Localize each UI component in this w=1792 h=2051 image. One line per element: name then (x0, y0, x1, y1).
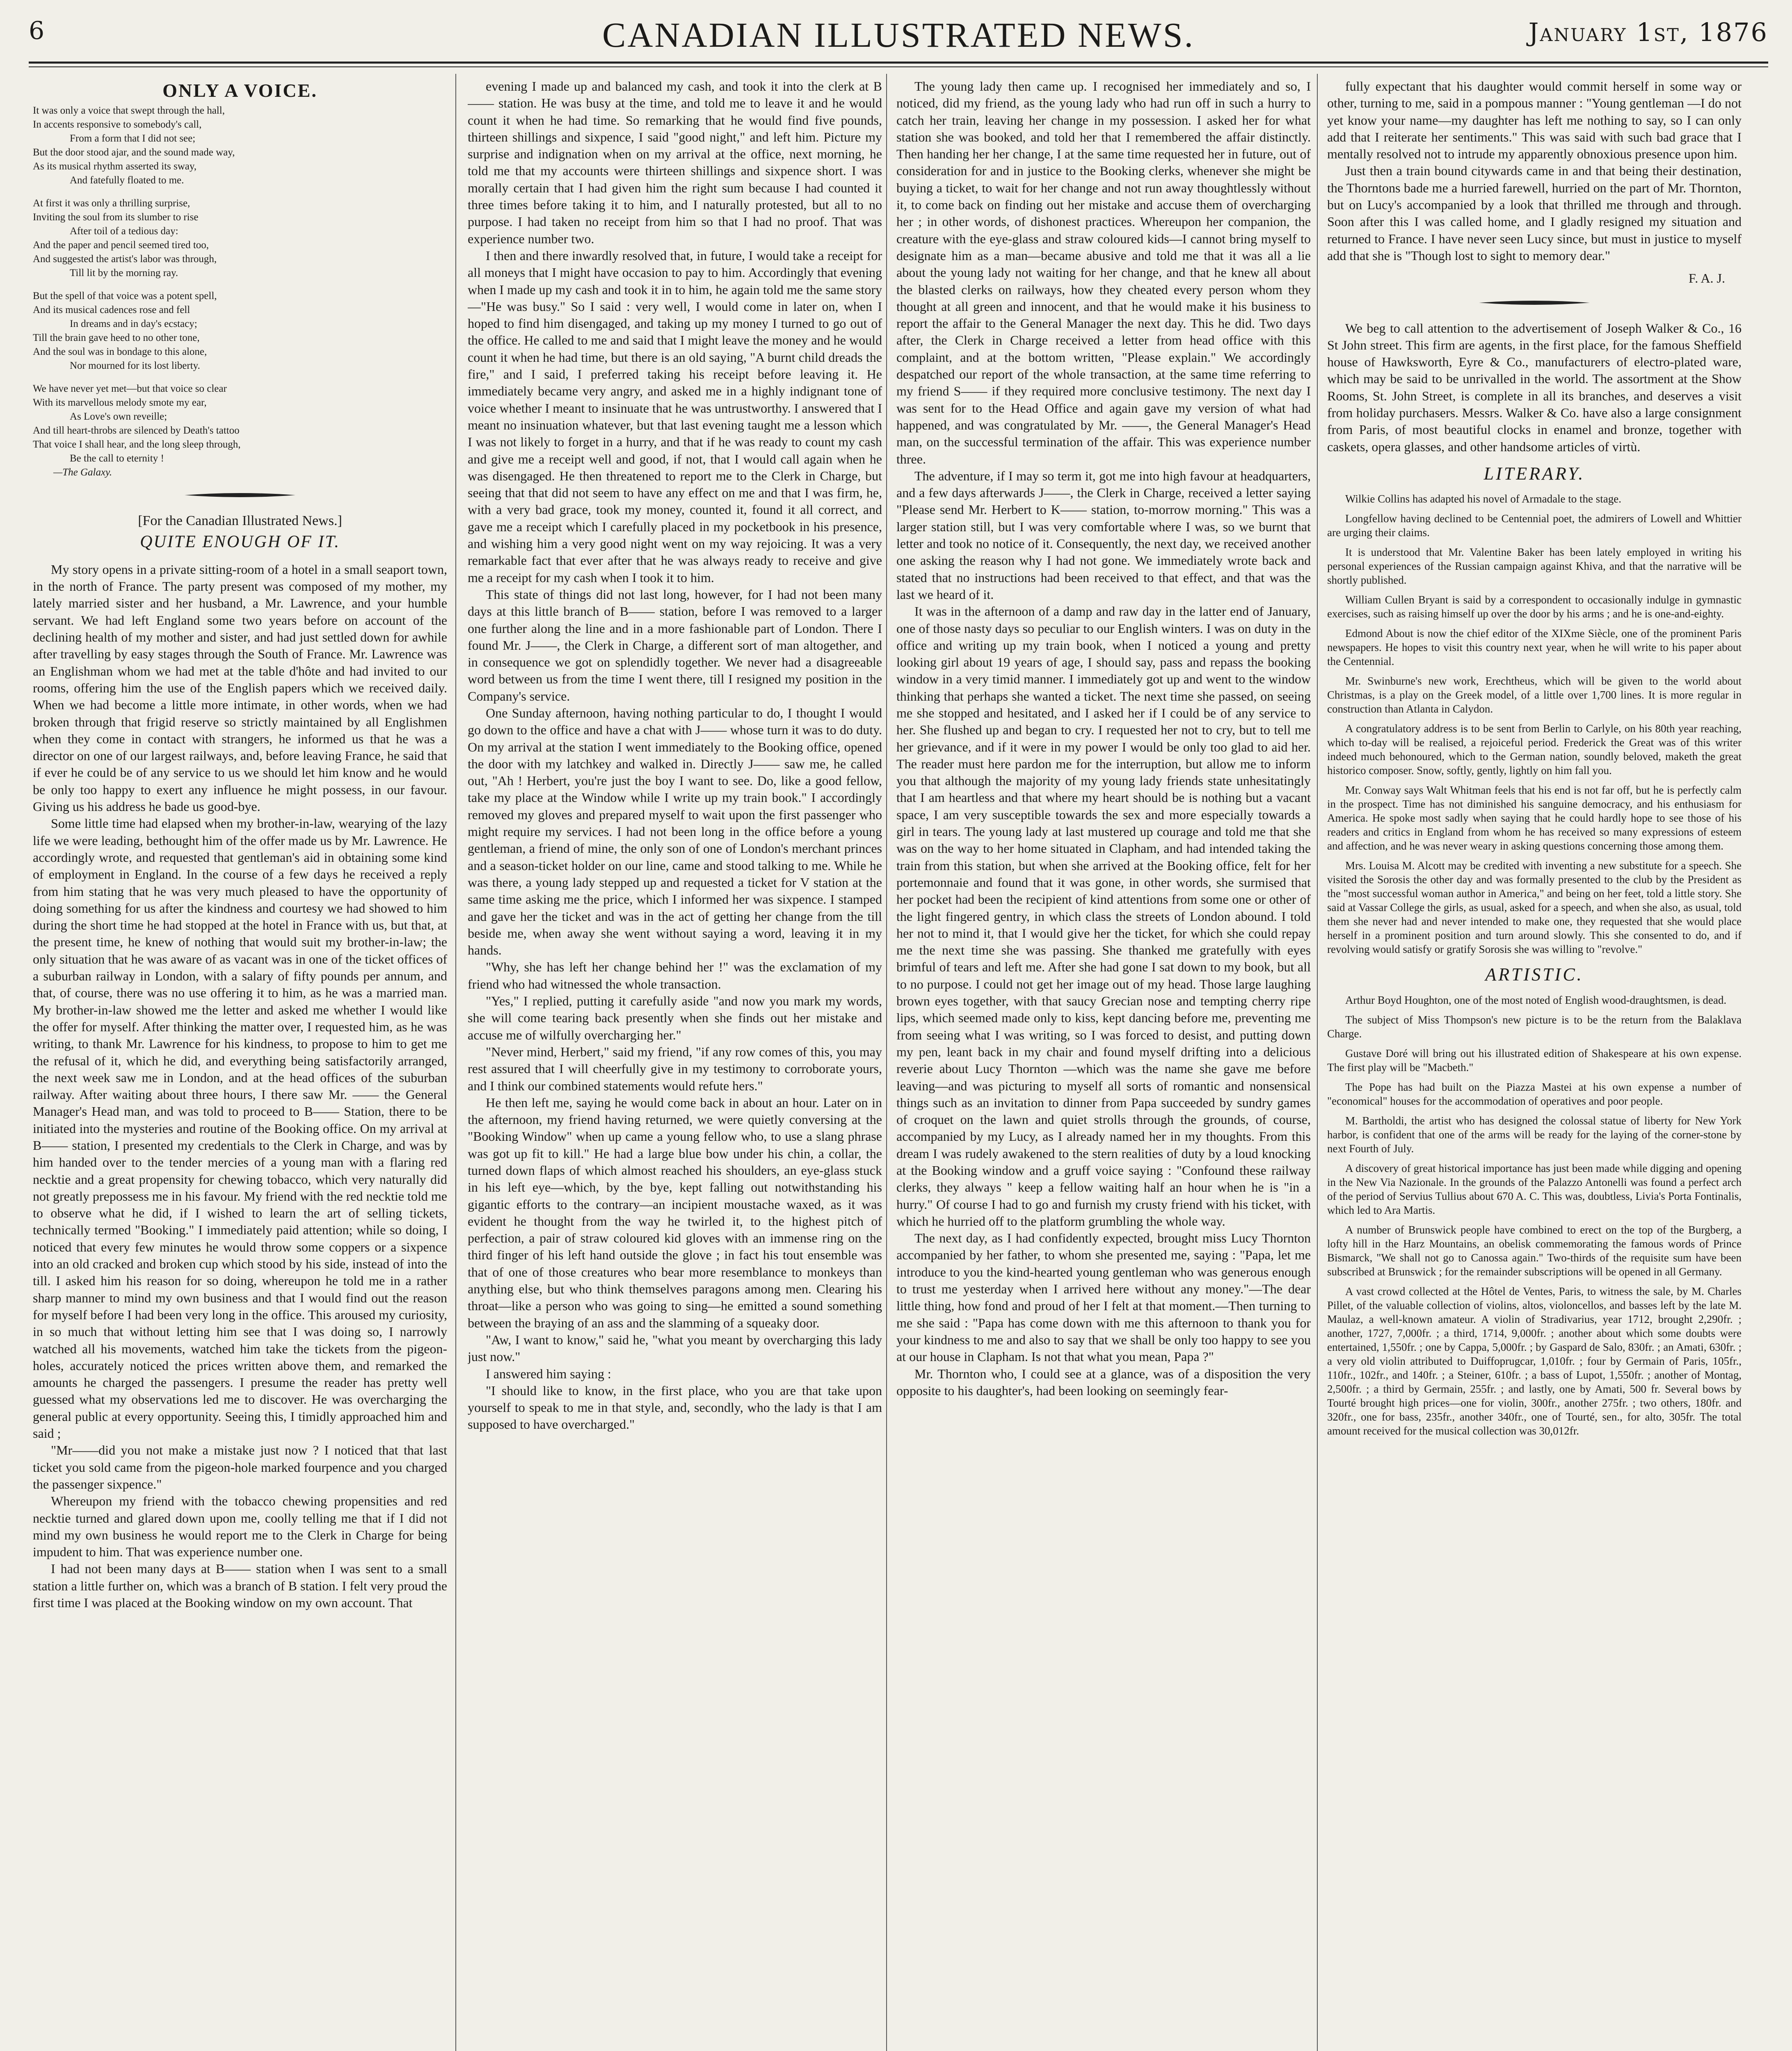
masthead (29, 8, 1768, 70)
literary-note: It is understood that Mr. Valentine Baker has been lately employed in writing his personal experiences of the Russian campaign against Khiva, and that the narrative will be shortly published. (1327, 546, 1742, 587)
poem-line: That voice I shall hear, and the long sleep through, (33, 439, 241, 450)
poem-line: And the paper and pencil seemed tired too, (33, 240, 209, 251)
literary-note: Mr. Conway says Walt Whitman feels that his end is not far off, but he is perfectly calm in the prospect. Time has not diminished his sanguine democracy, and his enthusiasm for America. He spoke most sadly when saying that he could hardly hope to see those of his readers and critics in England from whom he has received so many expressions of esteem and affection, and he was never weary in asking questions concerning those among them. (1327, 784, 1742, 852)
poem-line: And till heart-throbs are silenced by Death's tattoo (33, 425, 240, 436)
artistic-note: A number of Brunswick people have combined to erect on the top of the Burgberg, a lofty hill in the Harz Mountains, an obelisk commemorating the famous words of Prince Bismarck, "We shall not go to Canossa again." Two-thirds of the requisite sum have been subscribed at Brunswick ; for the remainder subscriptions will be opened in all Germany. (1327, 1223, 1742, 1278)
poem-stanza (33, 196, 447, 280)
story-paragraph: The young lady then came up. I recognised her immediately and so, I noticed, did my friend, as the young lady who had run off in such a hurry to catch her train, leaving her change in my possession. I asked her for what station she was booked, and told her that I remembered the affair distinctly. Then handing her her change, I at the same time requested her in future, out of consideration for and in justice to the Booking clerks, whenever she might be buying a ticket, to wait for her change and not run away thoughtlessly without it, to come back on finding out her mistake and accuse them of overcharging her ; in other words, of dishonest practices. Whereupon her companion, the creature with the eye-glass and straw coloured kids—I cannot bring myself to designate him as a man—became abusive and told me that it was all a lie about the young lady not waiting for her change, and that he knew all about the blasted clerks on railways, how they cheated every person whom they thought at all green and innocent, and that he would make it his business to report the affair to the General Manager the next day. This he did. Two days after, the Clerk in Charge received a letter from head office with this complaint, and at the bottom written, "Please explain." We accordingly despatched our report of the whole transaction, at the same time referring to my friend S—— if they required more conclusive testimony. The next day I was sent for to the Head Office and again gave my version of what had happened, and was congratulated by Mr. ——, the General Manager's Head man, on the successful termination of the affair. This was experience number three. (896, 79, 1311, 466)
artistic-note: A vast crowd collected at the Hôtel de Ventes, Paris, to witness the sale, by M. Charles Pillet, of the valuable collection of violins, altos, violoncellos, and basses left by the late M. Maulaz, a well-known amateur. A violin of Stradivarius, year 1712, brought 2,290fr. ; another, 1727, 7,000fr. ; a third, 1714, 9,000fr. ; another about which some doubts were entertained, 1,550fr. ; one by Cappa, 5,000fr. ; by Gaspard de Salo, 830fr. ; an Amati, 630fr. ; a very old violin attributed to Duiffoprugcar, 1,010fr. ; four by Germain of Paris, 105fr., 110fr., 102fr., and 140fr. ; a Steiner, 610fr. ; a bass of Lupot, 1,550fr. ; another of Montag, 2,500fr. ; a third by Germain, 255fr. ; and lastly, one by Amati, 500 fr. Several bows by Tourté brought high prices—one for violin, 300fr., another 275fr. ; two others, 180fr. and 320fr., one for bass, 235fr., another 340fr., one of Tourté, sen., for alto, 305fr. The total amount received for the musical collection was 30,012fr. (1327, 1285, 1742, 1437)
poem-body (33, 104, 447, 480)
story-paragraph: "Why, she has left her change behind her !" was the exclamation of my friend who had witnessed the whole transaction. (468, 959, 882, 991)
poem-line: And its musical cadences rose and fell (33, 304, 190, 316)
poem-stanza (33, 104, 447, 187)
artistic-note: The subject of Miss Thompson's new picture is to be the return from the Balaklava Charge. (1327, 1013, 1742, 1040)
section-title-artistic: ARTISTIC. (1485, 964, 1584, 985)
poem-line: Inviting the soul from its slumber to rise (33, 212, 199, 223)
story-paragraph: It was in the afternoon of a damp and raw day in the latter end of January, one of those nasty days so peculiar to our English winters. I was on duty in the office and writing up my train book, when I noticed a young and pretty looking girl about 19 years of age, I should say, pass and repass the booking window in a very timid manner. I immediately got up and went to the window thinking that perhaps she wanted a ticket. The next time she passed, on seeing me she stopped and hesitated, and I asked her if I could be of any service to her. She flushed up and began to cry. I requested her not to cry, but to tell me her grievance, and if it were in my power I would be only too glad to aid her. The reader must here pardon me for the interruption, but allow me to inform you that although the majority of my young lady friends state unhesitatingly that I am heartless and that where my heart should be is nothing but a vacant space, I am very susceptible towards the sex and more especially towards a girl in tears. The young lady at last mustered up courage and told me that she was on the way to her home situated in Clapham, and had intended taking the train from this station, but when she arrived at the Booking office, felt for her portemonnaie and found that it was gone, in other words, she surmised that her pocket had been the recipient of kind attentions from some one or other of the light fingered gentry, in which class the streets of London abound. I told her not to mind it, that I would give her the ticket, for which she could repay me the next time she was passing. She thanked me gratefully with eyes brimful of tears and left me. After she had gone I sat down to my book, but all to no purpose. I could not get her image out of my head. Those large laughing brown eyes together, with that saucy Grecian nose and tempting cherry ripe lips, which seemed made only to kiss, kept dancing before me, preventing me from seeing what I was writing, so I was forced to desist, and putting down my pen, leant back in my chair and found myself drifting into a delicious reverie about Lucy Thornton —which was the name she gave me before leaving—and was picturing to myself all sorts of romantic and nonsensical things such as an invitation to dinner from Papa succeeded by sundry games of croquet on the lawn and quiet strolls through the grounds, of course, accompanied by my Lucy, as I already named her in my thoughts. From this dream I was rudely awakened to the stern realities of duty by a loud knocking at the Booking window and a gruff voice saying : "Confound these railway clerks, they always " keep a fellow waiting half an hour when he is "in a hurry." Of course I had to go and furnish my crusty friend with his ticket, with which he hurried off to the platform grumbling the whole way. (896, 604, 1311, 1229)
poem-line: And the soul was in bondage to this alone, (33, 346, 207, 358)
story-paragraph: The adventure, if I may so term it, got me into high favour at headquarters, and a few days afterwards J——, the Clerk in Charge, received a letter saying "Please send Mr. Herbert to K—— station, to-morrow morning." This was a larger station still, but I was very comfortable where I was, so we burnt that letter and took no notice of it. Consequently, the next day, we received another one asking the reason why I had not gone. We immediately wrote back and stated that no instructions had been received to that effect, and that was the last we heard of it. (896, 468, 1311, 602)
story-paragraph: This state of things did not last long, however, for I had not been many days at this little branch of B—— station, before I was removed to a larger one further along the line and in a more fashionable part of London. There I found Mr. J——, the Clerk in Charge, a different sort of man altogether, and in consequence we got on splendidly together. We never had a disagreeable word between us from the time I went there, till I resigned my position in the Company's service. (468, 587, 882, 703)
column-divider (455, 74, 456, 2051)
poem-line: From a form that I did not see; (70, 133, 196, 144)
story-paragraph: Some little time had elapsed when my brother-in-law, wearying of the lazy life we were leading, bethought him of the offer made us by Mr. Lawrence. He accordingly wrote, and requested that gentleman's aid in obtaining some kind of employment in England. In the course of a few days he received a reply from him stating that he was very much pleased to have the opportunity of doing something for us after the kindness and courtesy we had showed to him during the short time he had stopped at the hotel in France with us, but that, at the present time, he knew of nothing that would suit my brother-in-law; the only situation that he was aware of as vacant was in one of the ticket offices of a suburban railway in London, with a salary of fifty pounds per annum, and that, of course, there was no use offering it to him, as he was a married man. My brother-in-law showed me the letter and asked me whether I would like the offer for myself. After thinking the matter over, I requested him, as he was writing, to thank Mr. Lawrence for his kindness, to propose to him to get me the refusal of it, which he did, and everything being satisfactorily arranged, the next week saw me in London, and at the head offices of the suburban railway. After waiting about three hours, I there saw Mr. —— the General Manager's Head man, and was told to proceed to B—— Station, there to be initiated into the mysteries and routine of the Booking office. On my arrival at B—— station, I presented my credentials to the Clerk in Charge, and was by him handed over to the tender mercies of a young man with a flaring red necktie and a great propensity for chewing tobacco, which very naturally did not greatly prepossess me in his favour. My friend with the red necktie told me to observe what he did, if I wished to learn the art of selling tickets, technically termed "Booking." I immediately paid attention; while so doing, I noticed that every few minutes he would throw some coppers or a sixpence into an old cracked and broken cup which stood by his side, instead of into the till. I asked him his reason for so doing, whereupon he told me in a rather sharp manner to mind my own business and that I would find out the reason for myself before I had been very long in the office. This aroused my curiosity, in so much that without letting him see that I was doing so, I narrowly watched all his movements, watched him take the tickets from the pigeon-holes, accurately noticed the prices written above them, and remarked the amounts he charged the passengers. I presume the reader has pretty well guessed what my observations led me to discover. He was overcharging the general public at every opportunity. Seeing this, I timidly approached him and said ; (33, 816, 447, 1441)
story-paragraph: evening I made up and balanced my cash, and took it into the clerk at B—— station. He was busy at the time, and told me to leave it and he would count it when he had time. So remarking that he would find five pounds, thirteen shillings and sixpence, I said "good night," and left him. Picture my surprise and indignation when on my arrival at the office, next morning, he told me that my accounts were thirteen shillings and sixpence short. I was morally certain that I had given him the right sum because I had counted it three times before taking it to him, and I naturally protested, but all to no purpose. I had taken no receipt from him so that I had no proof. That was experience number two. (468, 79, 882, 246)
poem-line: But the spell of that voice was a potent spell, (33, 290, 217, 302)
story-paragraph: "Yes," I replied, putting it carefully aside "and now you mark my words, she will come tearing back presently when she finds out her mistake and accuse me of wilfully overcharging her." (468, 994, 882, 1042)
artistic-note: Arthur Boyd Houghton, one of the most noted of English wood-draughtsmen, is dead. (1345, 994, 1727, 1006)
story-paragraph: He then left me, saying he would come back in about an hour. Later on in the afternoon, my friend having returned, we were quietly conversing at the "Booking Window" when up came a young fellow who, to use a slang phrase was got up fit to kill." He had a large blue bow under his chin, a collar, the turned down flaps of which almost reached his shoulders, an eye-glass stuck in his left eye—which, by the bye, kept falling out notwithstanding his gigantic efforts to the contrary—an incipient moustache waxed, as it was evident he thought from the way he twirled it, to the highest pitch of perfection, a pair of straw coloured kid gloves with an immense ring on the third finger of his left hand outside the glove ; in fact his tout ensemble was that of one of those creatures who bear more resemblance to monkeys than anything else, but who think themselves paragons among men. Clearing his throat—like a person who was going to sing—he emitted a sound something between the braying of an ass and the slamming of a squeaky door. (468, 1095, 882, 1330)
ornamental-rule-icon (185, 492, 295, 498)
story-body (896, 78, 1311, 1399)
poem-line: As Love's own reveille; (70, 411, 167, 423)
story-paragraph: "Aw, I want to know," said he, "what you meant by overcharging this lady just now." (468, 1332, 882, 1364)
masthead-rule (29, 62, 1768, 64)
poem-line: After toil of a tedious day: (70, 226, 178, 237)
story-paragraph: I then and there inwardly resolved that, in future, I would take a receipt for all moneys that I might have occasion to pay to him. Accordingly that evening when I made up my cash and took it in to him, he again told me the same story—"He was busy." So I said : very well, I would come in later on, when I hoped to find him disengaged, and taking up my money I turned to go out of the office. He called to me and said that I might leave the money and he would count it when he had time, but there is an old saying, "A burnt child dreads the fire," and I said, I preferred taking his receipt before leaving it. He immediately became very angry, and asked me in a highly indignant tone of voice whether I meant to insinuate that he was untrustworthy. I answered that I meant no insinuation whatever, but that last evening taught me a lesson which I was not likely to forget in a hurry, and that if he was ready to count my cash and give me a receipt well and good, if not, that I would call again when he was disengaged. He then threatened to report me to the Clerk in Charge, but seeing that that did not seem to have any effect on me and that I was firm, he, with a very bad grace, took my money, counted it, found it all correct, and gave me a receipt which I carefully placed in my pocketbook in his presence, and wishing him a very good night went on my way rejoicing. It was a very remarkable fact that ever after that he was always ready to receive and give me a receipt for my cash when I took it to him. (468, 248, 882, 585)
poem-stanza (33, 382, 447, 480)
literary-notes (1327, 492, 1742, 956)
artistic-note: A discovery of great historical importance has just been made while digging and opening in the New Via Nazionale. In the grounds of the Palazzo Antonelli was found a perfect arch of the period of Servius Tullius about 670 A. C. This was, doubtless, Livia's Porta Fontinalis, which led to Ara Martis. (1327, 1162, 1742, 1216)
story-paragraph: fully expectant that his daughter would commit herself in some way or other, turning to me, said in a pompous manner : "Young gentleman —I do not yet know your name—my daughter has left me nothing to say, so I can only add that I reiterate her sentiments." This was said with such bad grace that I mentally resolved not to intrude my apparently obnoxious presence upon him. (1327, 79, 1742, 162)
column-3 (896, 78, 1311, 2051)
story-body (1327, 78, 1742, 264)
column-2 (468, 78, 882, 2051)
artistic-note: Gustave Doré will bring out his illustrated edition of Shakespeare at his own expense. The first play will be "Macbeth." (1327, 1047, 1742, 1073)
poem-line: With its marvellous melody smote my ear, (33, 397, 207, 409)
poem-line: It was only a voice that swept through the hall, (33, 105, 225, 116)
artistic-note: M. Bartholdi, the artist who has designed the colossal statue of liberty for New York harbor, is confident that one of the arms will be ready for the laying of the corner-stone by next Fourth of July. (1327, 1114, 1742, 1155)
article-byline: [For the Canadian Illustrated News.] (138, 513, 342, 529)
poem-line: Till lit by the morning ray. (70, 267, 178, 279)
story-paragraph: The next day, as I had confidently expected, brought miss Lucy Thornton accompanied by her father, to whom she presented me, saying : "Papa, let me introduce to you the kind-hearted young gentleman who was generous enough to trust me yesterday when I arrived here without any money."—The dear little thing, how fond and proud of her I felt at that moment.—Then turning to me she said : "Papa has come down with me this afternoon to thank you for your kindness to me and also to say that we shall be only too happy to see you at our house in Clapham. Is not that what you mean, Papa ?" (896, 1231, 1311, 1364)
story-paragraph: I had not been many days at B—— station when I was sent to a small station a little further on, which was a branch of B station. I felt very proud the first time I was placed at the Booking window on my own account. That (33, 1561, 447, 1610)
story-paragraph: "Mr——did you not make a mistake just now ? I noticed that that last ticket you sold came from the pigeon-hole marked fourpence and you charged the passenger sixpence." (33, 1443, 447, 1491)
poem-line: And fatefully floated to me. (70, 175, 184, 186)
poem-line: Be the call to eternity ! (70, 453, 164, 464)
column-divider (1317, 74, 1318, 2051)
issue-date: January 1st, 1876 (1528, 17, 1768, 47)
advertisement-notice: We beg to call attention to the advertisement of Joseph Walker & Co., 16 St John street. This firm are agents, in the first place, for the famous Sheffield house of Hawksworth, Eyre & Co., manufacturers of electro-plated ware, which may be said to be unrivalled in the world. The assortment at the Show Rooms, St. John Street, is complete in all its branches, and deserves a visit from holiday purchasers. Messrs. Walker & Co. have also a large consignment from Paris, of most beautiful clocks in enamel and bronze, together with caskets, opera glasses, and other handsome articles of virtù. (1327, 320, 1742, 454)
column-4 (1327, 78, 1742, 2051)
column-1 (33, 78, 447, 2051)
poem-line: We have never yet met—but that voice so clear (33, 383, 227, 395)
literary-note: Wilkie Collins has adapted his novel of Armadale to the stage. (1345, 493, 1622, 505)
poem-attribution: —The Galaxy. (53, 467, 112, 478)
story-body (33, 561, 447, 1611)
column-divider (886, 74, 887, 2051)
poem-line: At first it was only a thrilling surprise, (33, 198, 190, 209)
story-signature: F. A. J. (1688, 271, 1725, 286)
poem-line: In accents responsive to somebody's call, (33, 119, 202, 130)
poem-title: ONLY A VOICE. (162, 80, 318, 101)
story-paragraph: I answered him saying : (486, 1366, 611, 1381)
story-title: QUITE ENOUGH OF IT. (140, 532, 340, 551)
artistic-notes (1327, 993, 1742, 1438)
story-paragraph: Mr. Thornton who, I could see at a glance, was of a disposition the very opposite to his daughter's, had been looking on seemingly fear- (896, 1366, 1311, 1398)
poem-line: And suggested the artist's labor was through, (33, 254, 217, 265)
ornamental-rule-icon (1479, 299, 1590, 306)
story-paragraph: Whereupon my friend with the tobacco chewing propensities and red necktie turned and glared down upon me, coolly telling me that if I did not mind my own business he would report me to the Clerk in Charge for being impudent to him. That was experience number one. (33, 1494, 447, 1560)
poem-line: Nor mourned for its lost liberty. (70, 360, 200, 372)
poem-line: Till the brain gave heed to no other tone, (33, 332, 200, 344)
poem-line: But the door stood ajar, and the sound made way, (33, 147, 235, 158)
artistic-note: The Pope has had built on the Piazza Mastei at his own expense a number of "economical" houses for the accommodation of operatives and poor people. (1327, 1080, 1742, 1107)
story-paragraph: Just then a train bound citywards came in and that being their destination, the Thorntons bade me a hurried farewell, hurried on the part of Mr. Thornton, but on Lucy's accompanied by a look that thrilled me through and through. Soon after this I was called home, and I gladly resigned my situation and returned to France. I have never seen Lucy since, but must in justice to myself add that she is "Though lost to sight to memory dear." (1327, 163, 1742, 263)
newspaper-title: CANADIAN ILLUSTRATED NEWS. (602, 15, 1195, 55)
literary-note: Mrs. Louisa M. Alcott may be credited with inventing a new substitute for a speech. She visited the Sorosis the other day and was formally presented to the club by the President as the "most successful woman author in America," and being on her feet, told a little story. She said at Vassar College the girls, as usual, asked for a speech, and when she also, as usual, told them she never had and never intended to make one, they requested that she would place herself in a prominent position and turn around slowly. This she consented to do, and if revolving would satisfy or gratify Sorosis she was willing to "revolve." (1327, 859, 1742, 956)
story-paragraph: My story opens in a private sitting-room of a hotel in a small seaport town, in the north of France. The party present was composed of my mother, my lately married sister and her husband, a Mr. Lawrence, and your humble servant. We had left England some two years before on account of the declining health of my mother and sister, and had just settled down for awhile after travelling by easy stages through the South of France. Mr. Lawrence was an Englishman whom we had met at the table d'hôte and had invited to our rooms, offering him the use of the English papers which we received daily. When we had become a little more intimate, in other words, when we had broken through that frigid reserve so strictly maintained by all Englishmen when they come in contact with strangers, he informed us that he was a director on one of our largest railways, and, before leaving France, he said that if ever he could be of any service to us we should let him know and he would be only too happy to exert any influence he might possess, in our favour. Giving us his address he bade us good-bye. (33, 562, 447, 814)
poem-line: As its musical rhythm asserted its sway, (33, 161, 197, 172)
literary-note: A congratulatory address is to be sent from Berlin to Carlyle, on his 80th year reaching, which to-day will be realised, a rejoiceful period. Frederick the Great was of this writer indeed much behonoured, which to the German nation, soundly beloved, maketh the great historico composer. Snow, softly, gently, lightly on him fall you. (1327, 722, 1742, 777)
story-body (468, 78, 882, 1433)
page-number: 6 (29, 16, 45, 45)
poem-line: In dreams and in day's ecstacy; (70, 318, 197, 330)
literary-note: Mr. Swinburne's new work, Erechtheus, which will be given to the world about Christmas, is a play on the Greek model, of a little over 1,700 lines. It is more regular in construction than Atlanta in Calydon. (1327, 675, 1742, 715)
poem-stanza (33, 289, 447, 373)
section-title-literary: LITERARY. (1483, 463, 1585, 484)
story-paragraph: One Sunday afternoon, having nothing particular to do, I thought I would go down to the office and have a chat with J—— whose turn it was to do duty. On my arrival at the station I went immediately to the Booking office, opened the door with my latchkey and walked in. Directly J—— saw me, he called out, "Ah ! Herbert, you're just the boy I want to see. Do, like a good fellow, take my place at the Window while I write up my train book." I accordingly removed my gloves and prepared myself to wait upon the first passenger who might require my services. I had not been long in the office before a young gentleman, a friend of mine, the only son of one of London's merchant princes and a season-ticket holder on our line, came and stood talking to me. While he was there, a young lady stepped up and requested a ticket for V station at the same time asking me the price, which I informed her was sixpence. I stamped and gave her the ticket and was in the act of getting her change from the till beside me, when away she went without saying a word, leaving it in my hands. (468, 705, 882, 958)
literary-note: Edmond About is now the chief editor of the XIXme Siècle, one of the prominent Paris newspapers. He hopes to visit this country next year, when he will write to his paper about the Centennial. (1327, 627, 1742, 668)
literary-note: William Cullen Bryant is said by a correspondent to occasionally indulge in gymnastic exercises, such as raising himself up over the door by his arms ; and he is one-and-eighty. (1327, 594, 1742, 620)
literary-note: Longfellow having declined to be Centennial poet, the admirers of Lowell and Whittier are urging their claims. (1327, 512, 1742, 539)
story-paragraph: "Never mind, Herbert," said my friend, "if any row comes of this, you may rest assured that I will cheerfully give in my testimony to corroborate yours, and I think our combined statements would refute hers." (468, 1044, 882, 1093)
story-paragraph: "I should like to know, in the first place, who you are that take upon yourself to speak to me in that style, and, secondly, who the lady is that I am supposed to have overcharged." (468, 1383, 882, 1432)
masthead-rule-thin (29, 66, 1768, 67)
